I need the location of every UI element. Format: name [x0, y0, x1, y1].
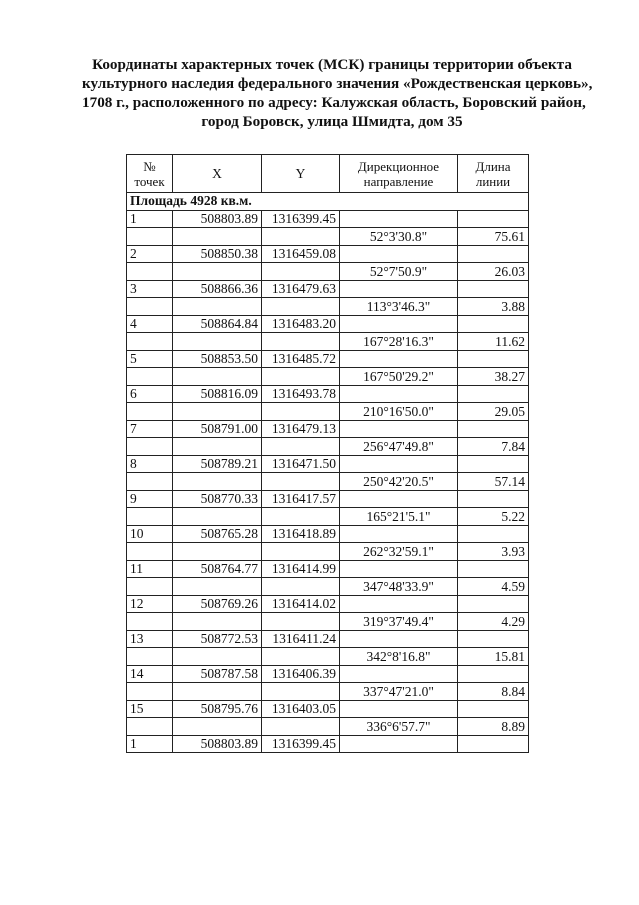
y-coordinate-cell: [262, 228, 340, 246]
direction-cell: [340, 280, 458, 298]
table-row-segment: [127, 333, 529, 351]
point-number-cell: [127, 473, 173, 491]
point-number-cell: [127, 438, 173, 456]
point-number-cell: 12: [127, 595, 173, 613]
y-coordinate-cell: 1316403.05: [262, 700, 340, 718]
direction-cell: [340, 630, 458, 648]
length-cell: [458, 210, 529, 228]
table-header-row: [127, 155, 529, 193]
coordinates-table: [126, 154, 529, 753]
x-coordinate-cell: [173, 508, 262, 526]
direction-cell: [340, 350, 458, 368]
direction-cell: 167°50'29.2": [340, 368, 458, 386]
length-cell: [458, 420, 529, 438]
direction-cell: [340, 700, 458, 718]
area-row: [127, 193, 529, 211]
table-row-point: [127, 525, 529, 543]
x-coordinate-cell: [173, 368, 262, 386]
table-row-point: [127, 245, 529, 263]
length-cell: [458, 700, 529, 718]
table-row-segment: [127, 263, 529, 281]
y-coordinate-cell: [262, 403, 340, 421]
direction-cell: 256°47'49.8": [340, 438, 458, 456]
length-cell: [458, 280, 529, 298]
y-coordinate-cell: [262, 473, 340, 491]
y-coordinate-cell: 1316417.57: [262, 490, 340, 508]
table-row-point: [127, 385, 529, 403]
x-coordinate-cell: [173, 333, 262, 351]
table-row-segment: [127, 543, 529, 561]
point-number-cell: 5: [127, 350, 173, 368]
x-coordinate-cell: [173, 543, 262, 561]
point-number-cell: 1: [127, 735, 173, 753]
direction-cell: [340, 210, 458, 228]
y-coordinate-cell: 1316399.45: [262, 210, 340, 228]
title-line-3: 1708 г., расположенного по адресу: Калужская область, Боровский район,: [82, 94, 586, 111]
x-coordinate-cell: [173, 298, 262, 316]
point-number-cell: 14: [127, 665, 173, 683]
x-coordinate-cell: 508853.50: [173, 350, 262, 368]
length-cell: 26.03: [458, 263, 529, 281]
x-coordinate-cell: 508789.21: [173, 455, 262, 473]
y-coordinate-cell: [262, 578, 340, 596]
length-cell: 57.14: [458, 473, 529, 491]
x-coordinate-cell: 508803.89: [173, 735, 262, 753]
y-coordinate-cell: 1316418.89: [262, 525, 340, 543]
x-coordinate-cell: 508866.36: [173, 280, 262, 298]
title-line-2: культурного наследия федерального значения «Рождественская церковь»,: [82, 75, 593, 92]
y-coordinate-cell: 1316483.20: [262, 315, 340, 333]
y-coordinate-cell: [262, 298, 340, 316]
table-row-point: [127, 350, 529, 368]
direction-cell: 262°32'59.1": [340, 543, 458, 561]
x-coordinate-cell: [173, 578, 262, 596]
table-row-segment: [127, 578, 529, 596]
length-cell: 3.88: [458, 298, 529, 316]
y-coordinate-cell: [262, 613, 340, 631]
direction-cell: [340, 735, 458, 753]
point-number-cell: [127, 333, 173, 351]
direction-cell: 52°7'50.9": [340, 263, 458, 281]
point-number-cell: [127, 613, 173, 631]
x-coordinate-cell: 508770.33: [173, 490, 262, 508]
direction-cell: [340, 560, 458, 578]
x-coordinate-cell: 508864.84: [173, 315, 262, 333]
y-coordinate-cell: [262, 718, 340, 736]
point-number-cell: [127, 228, 173, 246]
length-cell: 3.93: [458, 543, 529, 561]
length-cell: [458, 630, 529, 648]
point-number-cell: [127, 508, 173, 526]
length-cell: 15.81: [458, 648, 529, 666]
header-direction: Дирекционное направление: [340, 155, 458, 193]
y-coordinate-cell: 1316471.50: [262, 455, 340, 473]
direction-cell: 342°8'16.8": [340, 648, 458, 666]
point-number-cell: 13: [127, 630, 173, 648]
x-coordinate-cell: 508795.76: [173, 700, 262, 718]
table-row-point: [127, 210, 529, 228]
direction-cell: [340, 315, 458, 333]
point-number-cell: 3: [127, 280, 173, 298]
table-row-segment: [127, 298, 529, 316]
y-coordinate-cell: 1316479.13: [262, 420, 340, 438]
length-cell: 7.84: [458, 438, 529, 456]
table-row-segment: [127, 613, 529, 631]
table-row-segment: [127, 683, 529, 701]
length-cell: [458, 385, 529, 403]
length-cell: [458, 595, 529, 613]
length-cell: [458, 665, 529, 683]
length-cell: 11.62: [458, 333, 529, 351]
direction-cell: [340, 525, 458, 543]
header-length: Длина линии: [458, 155, 529, 193]
y-coordinate-cell: 1316406.39: [262, 665, 340, 683]
area-label: Площадь 4928 кв.м.: [127, 193, 529, 211]
x-coordinate-cell: 508791.00: [173, 420, 262, 438]
x-coordinate-cell: 508764.77: [173, 560, 262, 578]
length-cell: 8.89: [458, 718, 529, 736]
title-line-1: Координаты характерных точек (МСК) границы территории объекта: [92, 56, 572, 73]
direction-cell: [340, 490, 458, 508]
table-row-point: [127, 455, 529, 473]
length-cell: [458, 735, 529, 753]
x-coordinate-cell: 508787.58: [173, 665, 262, 683]
y-coordinate-cell: 1316459.08: [262, 245, 340, 263]
direction-cell: 336°6'57.7": [340, 718, 458, 736]
length-cell: 4.59: [458, 578, 529, 596]
direction-cell: [340, 245, 458, 263]
direction-cell: 347°48'33.9": [340, 578, 458, 596]
table-row-segment: [127, 473, 529, 491]
header-y: Y: [262, 155, 340, 193]
x-coordinate-cell: [173, 683, 262, 701]
x-coordinate-cell: [173, 228, 262, 246]
length-cell: 4.29: [458, 613, 529, 631]
point-number-cell: 15: [127, 700, 173, 718]
y-coordinate-cell: [262, 683, 340, 701]
point-number-cell: 10: [127, 525, 173, 543]
x-coordinate-cell: [173, 613, 262, 631]
table-row-segment: [127, 648, 529, 666]
y-coordinate-cell: [262, 333, 340, 351]
y-coordinate-cell: 1316414.99: [262, 560, 340, 578]
length-cell: [458, 350, 529, 368]
direction-cell: 337°47'21.0": [340, 683, 458, 701]
direction-cell: [340, 420, 458, 438]
length-cell: [458, 455, 529, 473]
table-row-point: [127, 490, 529, 508]
table-row-point: [127, 735, 529, 753]
point-number-cell: 7: [127, 420, 173, 438]
table-row-point: [127, 665, 529, 683]
table-row-point: [127, 630, 529, 648]
x-coordinate-cell: [173, 403, 262, 421]
direction-cell: 319°37'49.4": [340, 613, 458, 631]
length-cell: 8.84: [458, 683, 529, 701]
point-number-cell: [127, 578, 173, 596]
table-row-point: [127, 280, 529, 298]
table-row-point: [127, 560, 529, 578]
x-coordinate-cell: 508772.53: [173, 630, 262, 648]
table-row-point: [127, 595, 529, 613]
header-x: X: [173, 155, 262, 193]
point-number-cell: 6: [127, 385, 173, 403]
y-coordinate-cell: 1316399.45: [262, 735, 340, 753]
point-number-cell: 9: [127, 490, 173, 508]
point-number-cell: [127, 263, 173, 281]
point-number-cell: [127, 368, 173, 386]
y-coordinate-cell: 1316493.78: [262, 385, 340, 403]
x-coordinate-cell: [173, 473, 262, 491]
y-coordinate-cell: [262, 543, 340, 561]
x-coordinate-cell: 508769.26: [173, 595, 262, 613]
point-number-cell: 8: [127, 455, 173, 473]
header-point-number: № точек: [127, 155, 173, 193]
x-coordinate-cell: [173, 718, 262, 736]
table-row-segment: [127, 403, 529, 421]
x-coordinate-cell: [173, 648, 262, 666]
direction-cell: 167°28'16.3": [340, 333, 458, 351]
length-cell: 75.61: [458, 228, 529, 246]
y-coordinate-cell: 1316485.72: [262, 350, 340, 368]
x-coordinate-cell: [173, 263, 262, 281]
table-row-segment: [127, 438, 529, 456]
direction-cell: 210°16'50.0": [340, 403, 458, 421]
point-number-cell: [127, 648, 173, 666]
length-cell: 5.22: [458, 508, 529, 526]
x-coordinate-cell: 508803.89: [173, 210, 262, 228]
point-number-cell: [127, 683, 173, 701]
length-cell: [458, 490, 529, 508]
direction-cell: 113°3'46.3": [340, 298, 458, 316]
table-row-segment: [127, 228, 529, 246]
length-cell: [458, 245, 529, 263]
point-number-cell: 2: [127, 245, 173, 263]
y-coordinate-cell: 1316414.02: [262, 595, 340, 613]
direction-cell: [340, 595, 458, 613]
length-cell: [458, 525, 529, 543]
direction-cell: 52°3'30.8": [340, 228, 458, 246]
document-title: [82, 55, 593, 131]
x-coordinate-cell: 508816.09: [173, 385, 262, 403]
point-number-cell: 1: [127, 210, 173, 228]
table-row-point: [127, 315, 529, 333]
x-coordinate-cell: 508765.28: [173, 525, 262, 543]
point-number-cell: [127, 543, 173, 561]
table-row-segment: [127, 718, 529, 736]
point-number-cell: 4: [127, 315, 173, 333]
length-cell: [458, 560, 529, 578]
length-cell: 29.05: [458, 403, 529, 421]
y-coordinate-cell: [262, 508, 340, 526]
point-number-cell: [127, 718, 173, 736]
length-cell: [458, 315, 529, 333]
table-row-point: [127, 700, 529, 718]
direction-cell: [340, 665, 458, 683]
table-row-segment: [127, 508, 529, 526]
title-line-4: город Боровск, улица Шмидта, дом 35: [201, 113, 463, 130]
y-coordinate-cell: [262, 263, 340, 281]
table-row-segment: [127, 368, 529, 386]
y-coordinate-cell: [262, 368, 340, 386]
y-coordinate-cell: [262, 438, 340, 456]
point-number-cell: 11: [127, 560, 173, 578]
x-coordinate-cell: 508850.38: [173, 245, 262, 263]
y-coordinate-cell: 1316479.63: [262, 280, 340, 298]
direction-cell: 165°21'5.1": [340, 508, 458, 526]
direction-cell: [340, 385, 458, 403]
length-cell: 38.27: [458, 368, 529, 386]
y-coordinate-cell: 1316411.24: [262, 630, 340, 648]
x-coordinate-cell: [173, 438, 262, 456]
table-row-point: [127, 420, 529, 438]
point-number-cell: [127, 298, 173, 316]
y-coordinate-cell: [262, 648, 340, 666]
point-number-cell: [127, 403, 173, 421]
direction-cell: [340, 455, 458, 473]
direction-cell: 250°42'20.5": [340, 473, 458, 491]
